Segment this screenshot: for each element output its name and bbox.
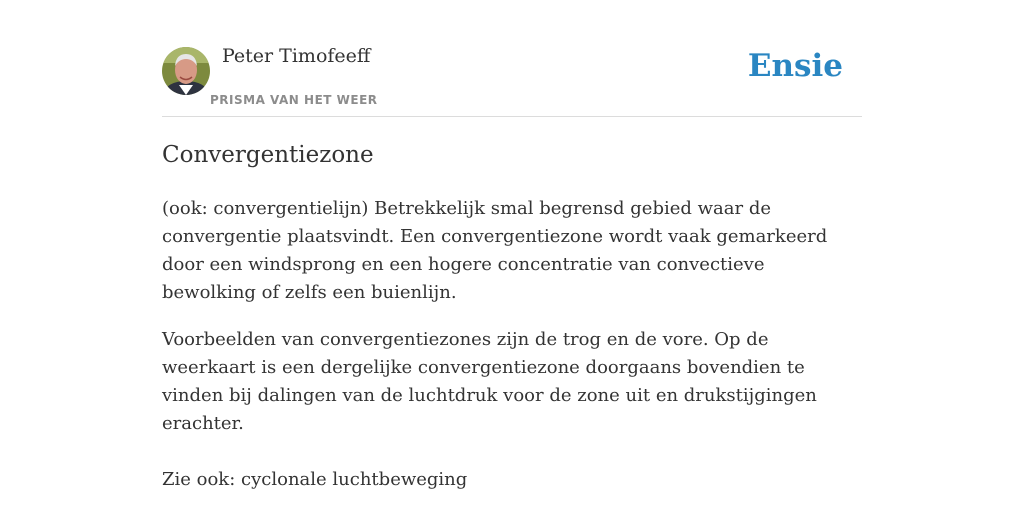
- entry-paragraph: (ook: convergentielijn) Betrekkelijk smal begrensd gebied waar de convergentie plaatsvindt. Een convergentiezone wordt vaak gemarkeerd door een windsprong en een hogere concentratie van convectieve bewolking of zelfs een buienlijn.: [162, 198, 828, 303]
- author-avatar[interactable]: [162, 47, 210, 95]
- see-also: [162, 466, 862, 494]
- source-label[interactable]: PRISMA VAN HET WEER: [210, 93, 378, 107]
- entry-paragraph: Voorbeelden van convergentiezones zijn de trog en de vore. Op de weerkaart is een dergelijke convergentiezone doorgaans bovendien te vinden bij dalingen van de luchtdruk voor de zone uit en drukstijgingen erachter.: [162, 329, 817, 434]
- entry-card: [162, 0, 862, 512]
- entry-content: [162, 139, 862, 494]
- author-photo: [162, 47, 210, 95]
- see-also-label: Zie ook:: [162, 469, 236, 490]
- brand-logo[interactable]: Ensie: [747, 48, 843, 84]
- entry-header: [162, 0, 862, 117]
- entry-term: Convergentiezone: [162, 142, 374, 168]
- see-also-link[interactable]: cyclonale luchtbeweging: [241, 469, 468, 490]
- author-name[interactable]: Peter Timofeeff: [222, 45, 371, 67]
